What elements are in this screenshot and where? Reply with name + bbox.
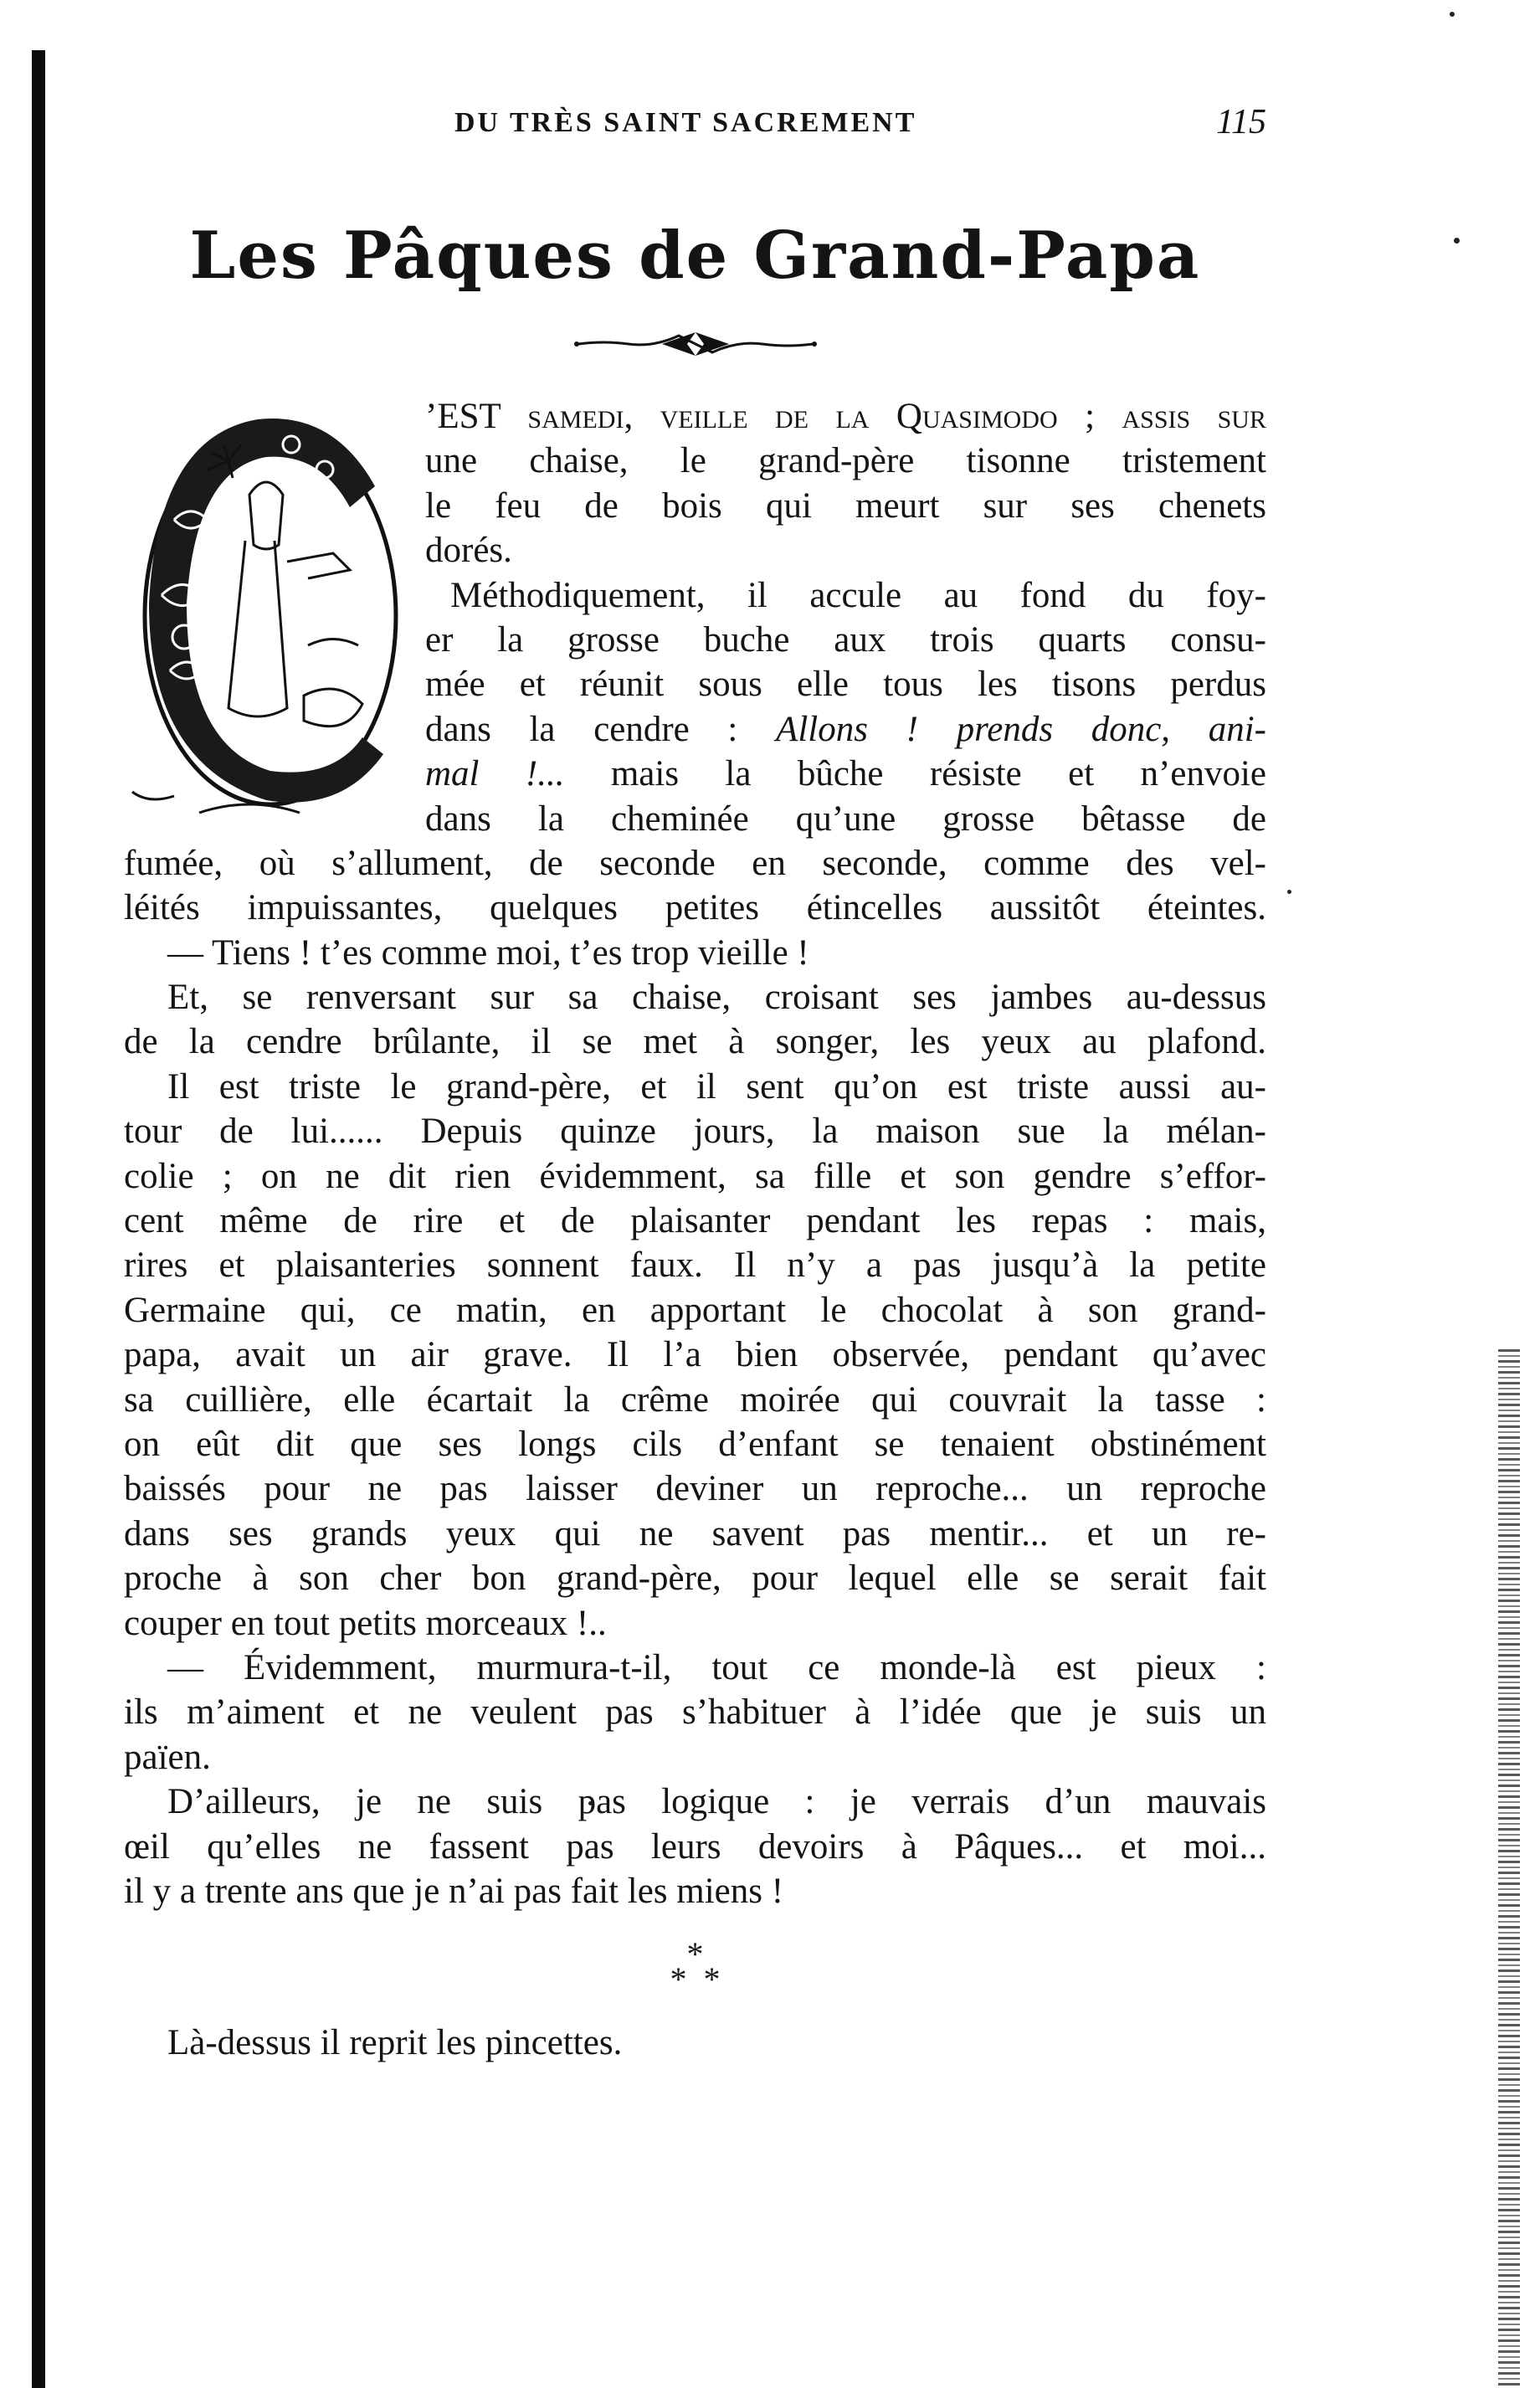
book-page	[124, 92, 1266, 2066]
text-line: dans la cendre : Allons ! prends donc, ani-	[425, 709, 1266, 749]
book-spine-shadow	[32, 50, 45, 2388]
text-line: de la cendre brûlante, il se met à songer, les yeux au plafond.	[124, 1022, 1266, 1062]
text-line: couper en tout petits morceaux !..	[124, 1603, 607, 1643]
body-text	[124, 394, 1266, 2066]
ornament-divider	[570, 327, 821, 361]
text-line: on eût dit que ses longs cils d’enfant se tenaient obstinément	[124, 1424, 1266, 1464]
paper-speck	[1454, 238, 1460, 244]
text-line: fumée, où s’allument, de seconde en seconde, comme des vel-	[124, 843, 1266, 883]
text-line: — Tiens ! t’es comme moi, t’es trop vieille !	[167, 932, 809, 973]
text-line: mal !... mais la bûche résiste et n’envoie	[425, 754, 1266, 794]
text-line: ils m’aiment et ne veulent pas s’habituer à l’idée que je suis un	[124, 1692, 1266, 1733]
text-line: Méthodiquement, il accule au fond du foy-	[450, 575, 1266, 615]
dropcap-illustration-icon	[124, 394, 408, 829]
text-line: sa cuillière, elle écartait la crême moirée qui couvrait la tasse :	[124, 1379, 1266, 1420]
text-line: Germaine qui, ce matin, en apportant le chocolat à son grand-	[124, 1290, 1266, 1330]
dropcap-paragraph	[124, 394, 1266, 841]
section-break-asterism: * * *	[670, 1935, 721, 1999]
illuminated-dropcap	[124, 394, 408, 829]
paper-speck	[1287, 890, 1291, 894]
text-line: rires et plaisanteries sonnent faux. Il n’y a pas jusqu’à la petite	[124, 1245, 1266, 1286]
text-line: mée et réunit sous elle tous les tisons perdus	[425, 665, 1266, 705]
text-line: tour de lui...... Depuis quinze jours, la maison sue la mélan-	[124, 1112, 1266, 1152]
text-line: D’ailleurs, je ne suis pas logique : je verrais d’un mauvais	[167, 1782, 1266, 1822]
text-line: baissés pour ne pas laisser deviner un reproche... un reproche	[124, 1469, 1266, 1509]
closing-line: Là-dessus il reprit les pincettes.	[167, 2023, 623, 2063]
running-head-title: DU TRÈS SAINT SACREMENT	[454, 107, 917, 138]
page-number: 115	[1216, 103, 1266, 141]
paper-speck	[1450, 12, 1455, 17]
running-head	[124, 92, 1266, 142]
text-line: Il est triste le grand-père, et il sent qu’on est triste aussi au-	[167, 1066, 1266, 1107]
text-line: cent même de rire et de plaisanter pendant les repas : mais,	[124, 1201, 1266, 1241]
page-edge-noise	[1498, 1348, 1520, 2385]
text-line: — Évidemment, murmura-t-il, tout ce monde-là est pieux :	[167, 1647, 1266, 1687]
text-line: papa, avait un air grave. Il l’a bien observée, pendant qu’avec	[124, 1335, 1266, 1375]
text-line: dans ses grands yeux qui ne savent pas mentir... et un re-	[124, 1513, 1266, 1553]
chapter-title: Les Pâques de Grand-Papa	[189, 218, 1201, 294]
text-line: er la grosse buche aux trois quarts consu-	[425, 619, 1266, 660]
text-line: ’EST samedi, veille de la Quasimodo ; assis sur	[425, 397, 1266, 436]
text-line: proche à son cher bon grand-père, pour lequel elle se serait fait	[124, 1559, 1266, 1599]
text-line: Et, se renversant sur sa chaise, croisant ses jambes au-dessus	[167, 978, 1266, 1018]
text-line: léités impuissantes, quelques petites étincelles aussitôt éteintes.	[124, 888, 1266, 928]
text-line: dans la cheminée qu’une grosse bêtasse de	[425, 799, 1266, 839]
text-line: œil qu’elles ne fassent pas leurs devoirs à Pâques... et moi...	[124, 1826, 1266, 1867]
text-line: païen.	[124, 1737, 211, 1777]
text-line: dorés.	[425, 531, 512, 571]
text-line: une chaise, le grand-père tisonne tristement	[425, 441, 1266, 481]
text-line: il y a trente ans que je n’ai pas fait les miens !	[124, 1871, 784, 1911]
text-line: le feu de bois qui meurt sur ses chenets	[425, 485, 1266, 526]
text-line: colie ; on ne dit rien évidemment, sa fille et son gendre s’effor-	[124, 1156, 1266, 1196]
